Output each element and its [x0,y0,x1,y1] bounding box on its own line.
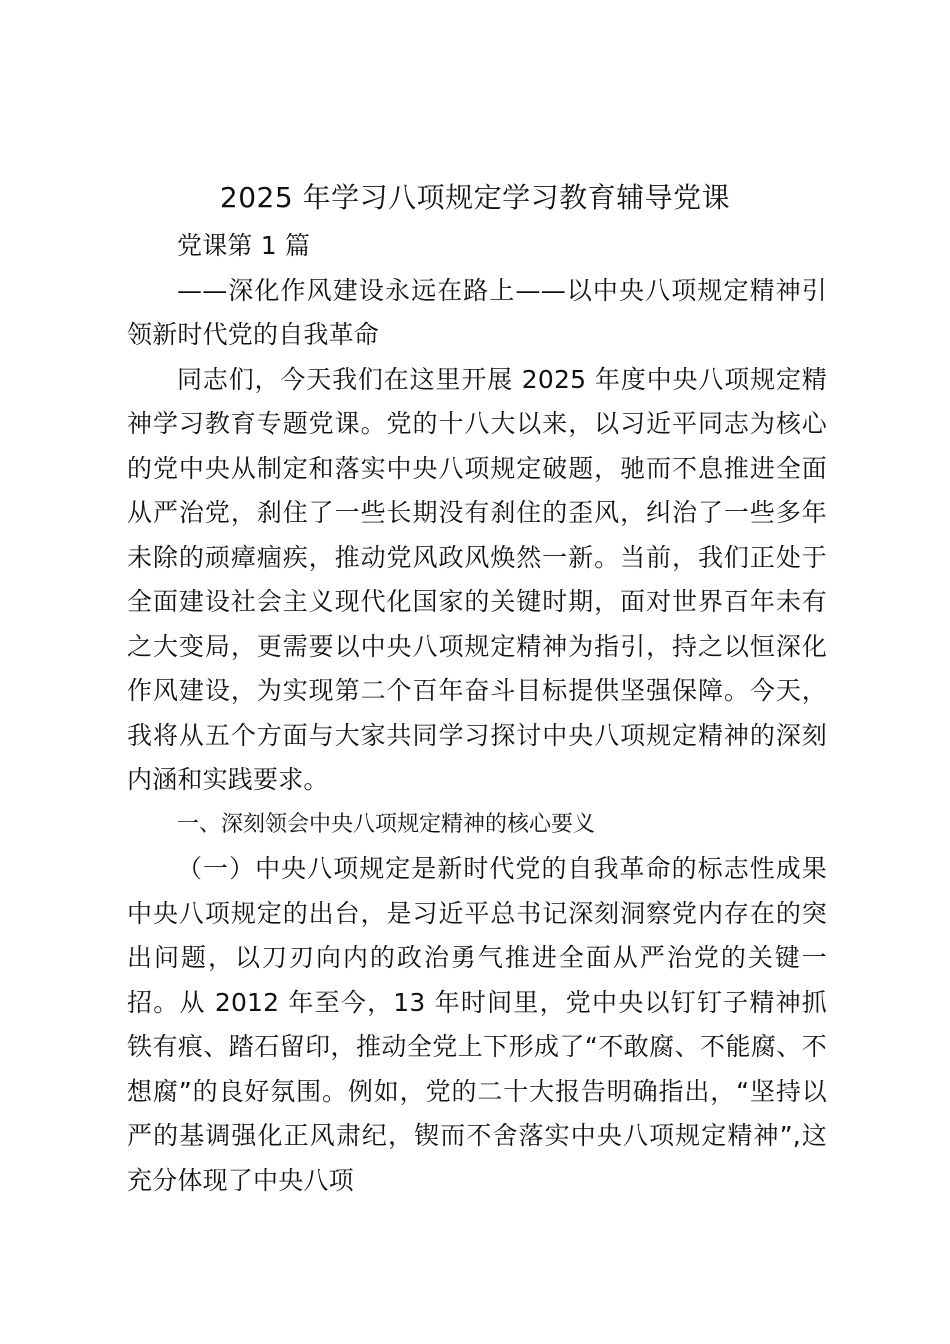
section-paragraph: （一）中央八项规定是新时代党的自我革命的标志性成果中央八项规定的出台，是习近平总书记深刻洞察党内存在的突出问题，以刀刃向内的政治勇气推进全面从严治党的关键一招。从 2012 年至今，13 年时间里，党中央以钉钉子精神抓铁有痕、踏石留印，推动全党上下形成了“不敢腐、不能腐、不想腐”的良好氛围。例如，党的二十大报告明确指出，“坚持以严的基调强化正风肃纪，锲而不舍落实中央八项规定精神”,这充分体现了中央八项 [127,854,827,1195]
document-body [127,224,827,1203]
theme-paragraph: ——深化作风建设永远在路上——以中央八项规定精神引领新时代党的自我革命 [127,275,827,349]
intro-paragraph: 同志们，今天我们在这里开展 2025 年度中央八项规定精神学习教育专题党课。党的十八大以来，以习近平同志为核心的党中央从制定和落实中央八项规定破题，驰而不息推进全面从严治党，刹住了一些长期没有刹住的歪风，纠治了一些多年未除的顽瘴痼疾，推动党风政风焕然一新。当前，我们正处于全面建设社会主义现代化国家的关键时期，面对世界百年未有之大变局，更需要以中央八项规定精神为指引，持之以恒深化作风建设，为实现第二个百年奋斗目标提供坚强保障。今天，我将从五个方面与大家共同学习探讨中央八项规定精神的深刻内涵和实践要求。 [127,364,827,794]
subtitle-paragraph: 党课第 1 篇 [177,231,311,260]
document-title: 2025 年学习八项规定学习教育辅导党课 [219,181,731,214]
section-heading: 一、深刻领会中央八项规定精神的核心要义 [177,811,596,837]
